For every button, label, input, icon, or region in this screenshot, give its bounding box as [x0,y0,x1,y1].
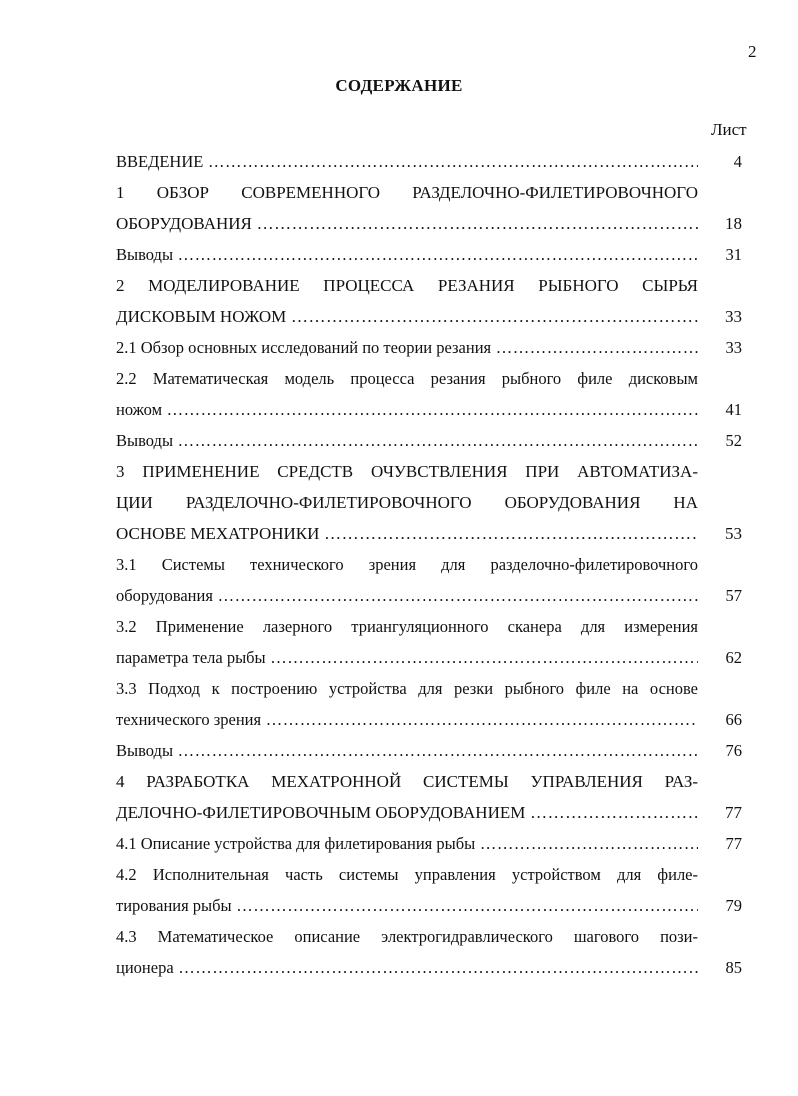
toc-entry-line [116,735,742,766]
toc-entry-text: 3.1 Системы технического зрения для разделочно-филетировочного [116,555,698,574]
toc-entry-text: 3.2 Применение лазерного триангуляционного сканера для измерения [116,617,698,636]
toc-entry-text: 4 РАЗРАБОТКА МЕХАТРОННОЙ СИСТЕМЫ УПРАВЛЕНИЯ РАЗ- [116,772,698,791]
table-of-contents [116,146,742,983]
toc-entry-line [116,177,742,208]
toc-entry-text: 1 ОБЗОР СОВРЕМЕННОГО РАЗДЕЛОЧНО-ФИЛЕТИРОВОЧНОГО [116,183,698,202]
toc-entry-text: ОБОРУДОВАНИЯ ……………………………………………………………………………………………………………………………………………………………………… [116,208,698,239]
toc-entry-text: ВВЕДЕНИЕ ……………………………………………………………………………………………………………………………………………………………………… [116,146,698,177]
toc-entry-line [116,580,742,611]
toc-page-number: 66 [725,710,742,729]
toc-entry-text: ДЕЛОЧНО-ФИЛЕТИРОВОЧНЫМ ОБОРУДОВАНИЕМ ……………………………………………………………………………………………………………………………………………………………………… [116,797,698,828]
toc-page-number: 31 [725,245,742,264]
toc-entry-line [116,828,742,859]
toc-entry-line [116,332,742,363]
page-number: 2 [748,42,757,61]
toc-page-number: 4 [733,152,742,171]
toc-entry-text: ЦИИ РАЗДЕЛОЧНО-ФИЛЕТИРОВОЧНОГО ОБОРУДОВАНИЯ НА [116,493,698,512]
toc-entry-line [116,921,742,952]
toc-page-number: 33 [725,338,742,357]
toc-entry-line [116,890,742,921]
toc-page-number: 57 [725,586,742,605]
toc-page-number: 41 [725,400,742,419]
toc-page-number: 76 [725,741,742,760]
toc-entry-text: ционера ……………………………………………………………………………………………………………………………………………………………………… [116,952,698,983]
toc-entry-line [116,518,742,549]
toc-entry-text: технического зрения ……………………………………………………………………………………………………………………………………………………………………… [116,704,698,735]
toc-page-number: 62 [725,648,742,667]
toc-entry-text: ДИСКОВЫМ НОЖОМ ……………………………………………………………………………………………………………………………………………………………………… [116,301,698,332]
toc-entry-line [116,394,742,425]
toc-page-number: 33 [725,307,742,326]
toc-entry-line [116,425,742,456]
toc-entry-line [116,859,742,890]
toc-page-number: 79 [725,896,742,915]
toc-entry-line [116,270,742,301]
toc-entry-text: Выводы ……………………………………………………………………………………………………………………………………………………………………… [116,425,698,456]
toc-entry-text: 4.2 Исполнительная часть системы управления устройством для филе- [116,865,698,884]
toc-entry-text: 3.3 Подход к построению устройства для резки рыбного филе на основе [116,679,698,698]
toc-entry-text: ножом ……………………………………………………………………………………………………………………………………………………………………… [116,394,698,425]
toc-entry-text: параметра тела рыбы ……………………………………………………………………………………………………………………………………………………………………… [116,642,698,673]
toc-entry-line [116,704,742,735]
toc-page-number: 52 [725,431,742,450]
toc-entry-line [116,952,742,983]
toc-entry-text: Выводы ……………………………………………………………………………………………………………………………………………………………………… [116,735,698,766]
toc-entry-text: Выводы ……………………………………………………………………………………………………………………………………………………………………… [116,239,698,270]
toc-page-number: 77 [725,803,742,822]
toc-entry-line [116,456,742,487]
toc-entry-line [116,549,742,580]
toc-entry-line [116,797,742,828]
toc-entry-line [116,487,742,518]
toc-entry-text: оборудования ……………………………………………………………………………………………………………………………………………………………………… [116,580,698,611]
toc-entry-text: 3 ПРИМЕНЕНИЕ СРЕДСТВ ОЧУВСТВЛЕНИЯ ПРИ АВТОМАТИЗА- [116,462,698,481]
toc-entry-line [116,766,742,797]
toc-entry-text: 2 МОДЕЛИРОВАНИЕ ПРОЦЕССА РЕЗАНИЯ РЫБНОГО СЫРЬЯ [116,276,698,295]
toc-entry-text: 4.1 Описание устройства для филетирования рыбы ……………………………………………………………………………………………………………………………………………………………………… [116,828,698,859]
toc-entry-text: 2.2 Математическая модель процесса резания рыбного филе дисковым [116,369,698,388]
toc-entry-text: 4.3 Математическое описание электрогидравлического шагового пози- [116,927,698,946]
toc-entry-line [116,239,742,270]
toc-entry-text: ОСНОВЕ МЕХАТРОНИКИ ……………………………………………………………………………………………………………………………………………………………………… [116,518,698,549]
sheet-column-label: Лист [711,120,747,139]
toc-page-number: 77 [725,834,742,853]
toc-entry-text: 2.1 Обзор основных исследований по теории резания ……………………………………………………………………………………………………………………………………………………………………… [116,332,698,363]
toc-entry-line [116,611,742,642]
toc-entry-line [116,208,742,239]
page-title: СОДЕРЖАНИЕ [335,76,463,95]
toc-page-number: 53 [725,524,742,543]
toc-entry-line [116,146,742,177]
toc-page-number: 18 [725,214,742,233]
toc-entry-line [116,301,742,332]
toc-page-number: 85 [725,958,742,977]
toc-entry-text: тирования рыбы ……………………………………………………………………………………………………………………………………………………………………… [116,890,698,921]
toc-entry-line [116,363,742,394]
toc-entry-line [116,642,742,673]
toc-entry-line [116,673,742,704]
